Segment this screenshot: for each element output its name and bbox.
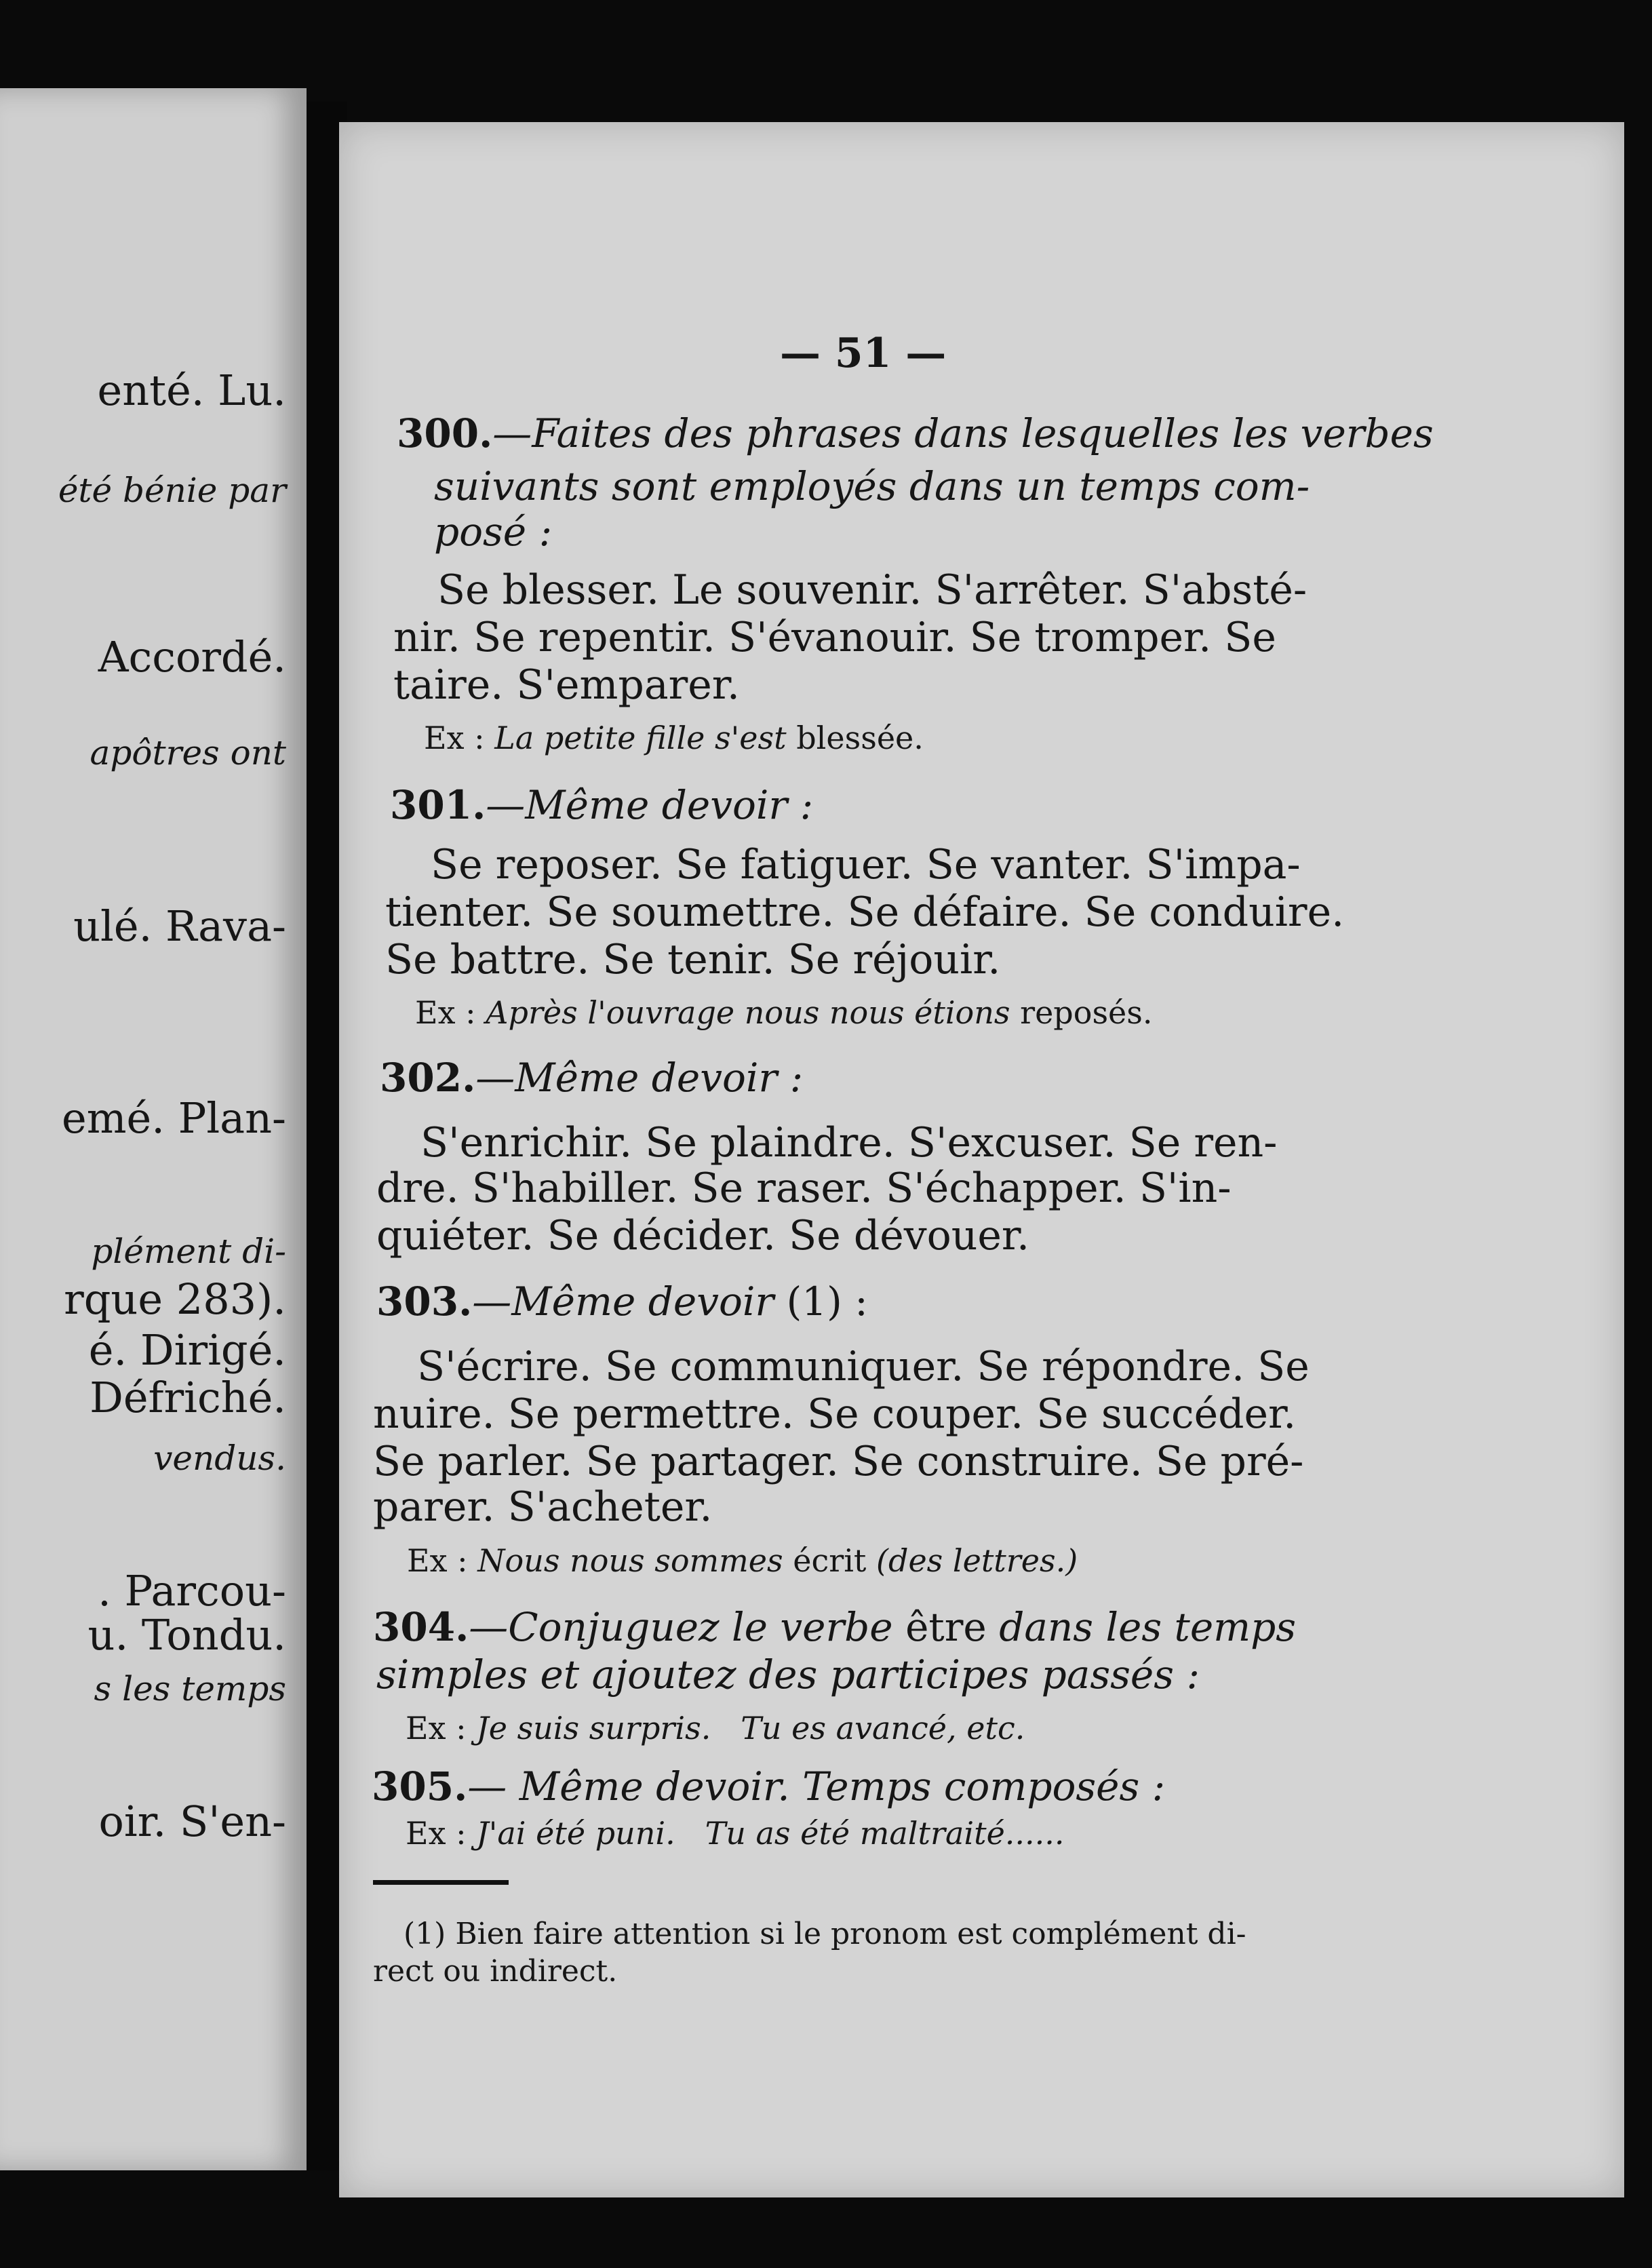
exercise-body-line: dre. S'habiller. Se raser. S'échapper. S'in- [376,1165,1232,1212]
instruction-line: —Même devoir : [475,1055,804,1101]
exercise-body-line: S'écrire. Se communiquer. Se répondre. Se [417,1343,1310,1390]
exercise-number: 302. [380,1055,476,1101]
example-italic: Après l'ouvrage nous nous étions [486,994,1010,1031]
footnote-line: (1) Bien faire attention si le pronom est complément di- [404,1917,1246,1951]
left-fragment: oir. S'en- [98,1797,286,1846]
example-line [406,1815,1065,1852]
example-line [407,1542,1078,1579]
left-fragment: plément di- [91,1232,286,1271]
exercise-number: 304. [373,1604,469,1650]
example-italic: J'ai été puni. Tu as été maltraité...... [476,1815,1065,1852]
example-label: Ex : [424,720,485,756]
exercise-number: 305. [372,1763,468,1810]
exercise-body-line: taire. S'emparer. [393,661,740,709]
instruction-plain: (1) : [786,1278,868,1325]
left-fragment: . Parcou- [98,1566,286,1616]
example-italic: La petite fille s'est [494,720,787,756]
instruction-line: suivants sont employés dans un temps com- [434,463,1310,509]
left-fragment: vendus. [153,1439,286,1478]
exercise-number: 300. [397,410,493,456]
left-fragment: u. Tondu. [87,1610,286,1660]
instruction-line: simples et ajoutez des participes passés : [376,1651,1200,1698]
example-italic: Nous nous sommes [477,1542,783,1579]
exercise-305-instruction [372,1763,1166,1810]
exercise-body-line: quiéter. Se décider. Se dévouer. [376,1212,1030,1259]
example-italic: Je suis surpris. Tu es avancé, etc. [476,1710,1025,1746]
left-fragment: apôtres ont [90,733,286,773]
exercise-body-line: nir. Se repentir. S'évanouir. Se tromper. Se [393,614,1276,661]
example-label: Ex : [407,1542,468,1579]
left-fragment: ulé. Rava- [73,901,286,951]
exercise-301-instruction [390,782,814,828]
left-fragment: é. Dirigé. [88,1325,286,1375]
exercise-body-line: tienter. Se soumettre. Se défaire. Se conduire. [385,888,1345,936]
page-number: — 51 — [780,330,947,377]
left-fragment: enté. Lu. [97,366,286,415]
instruction-line: —Faites des phrases dans lesquelles les verbes [492,410,1434,456]
left-fragment: Défriché. [90,1373,286,1422]
example-label: Ex : [406,1815,467,1852]
left-fragment: été bénie par [58,471,286,510]
left-fragment: Accordé. [98,632,286,682]
exercise-number: 301. [390,782,486,828]
instruction-line: posé : [434,509,553,555]
previous-page [0,88,307,2170]
instruction-italic: —Conjuguez le verbe [469,1604,893,1650]
left-fragment: rque 283). [64,1274,286,1324]
footnote-rule [373,1880,509,1885]
example-paren: (des lettres.) [876,1542,1078,1579]
exercise-304-instruction [373,1604,1297,1650]
left-fragment: emé. Plan- [62,1093,286,1143]
example-label: Ex : [415,994,476,1031]
exercise-body-line: Se reposer. Se fatiguer. Se vanter. S'impa- [431,841,1301,888]
example-plain: écrit [793,1542,867,1579]
example-line [406,1710,1025,1746]
exercise-body-line: Se parler. Se partager. Se construire. Se pré- [373,1438,1304,1485]
left-fragment: s les temps [94,1669,286,1708]
exercise-body-line: nuire. Se permettre. Se couper. Se succéder. [373,1390,1297,1438]
exercise-body-line: Se battre. Se tenir. Se réjouir. [385,936,1001,983]
example-line [424,722,924,754]
instruction-line: — Même devoir. Temps composés : [467,1763,1166,1810]
example-plain: blessée. [796,720,924,756]
exercise-body-line: S'enrichir. Se plaindre. S'excuser. Se ren- [420,1119,1278,1167]
instruction-plain: être [905,1604,987,1650]
exercise-303-instruction [376,1278,868,1325]
instruction-italic: —Même devoir [472,1278,774,1325]
exercise-300-instruction [397,410,1434,456]
instruction-italic: dans les temps [999,1604,1297,1650]
exercise-302-instruction [380,1055,804,1101]
exercise-body-line: Se blesser. Le souvenir. S'arrêter. S'absté- [437,566,1307,614]
example-line [415,994,1153,1031]
example-plain: reposés. [1020,994,1153,1031]
footnote-line: rect ou indirect. [373,1954,618,1989]
instruction-line: —Même devoir : [486,782,814,828]
exercise-number: 303. [376,1278,473,1325]
example-label: Ex : [406,1710,467,1746]
exercise-body-line: parer. S'acheter. [373,1483,713,1531]
